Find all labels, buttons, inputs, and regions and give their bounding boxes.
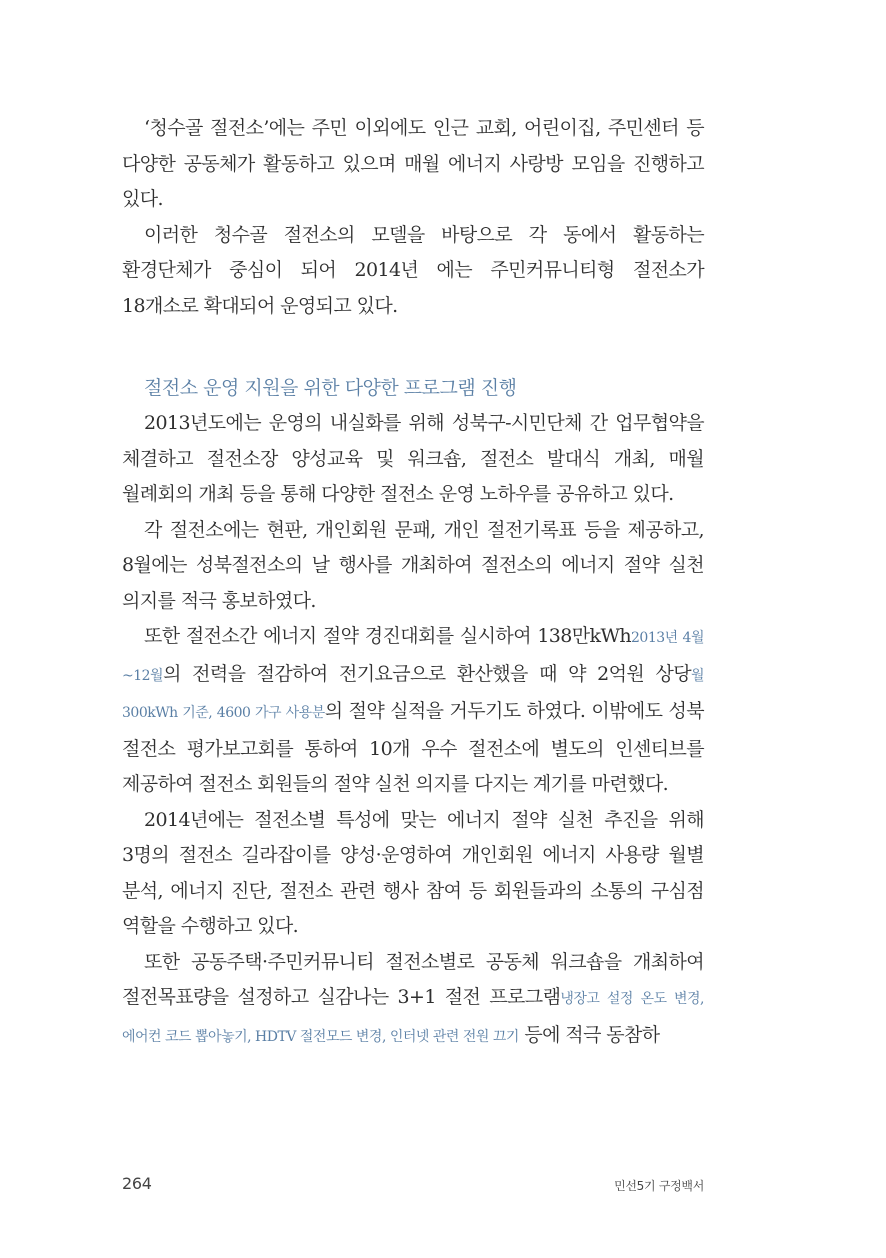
paragraph-2014-guides: 2014년에는 절전소별 특성에 맞는 에너지 절약 실천 추진을 위해 3명의 절전소 길라잡이를 양성·운영하여 개인회원 에너지 사용량 월별 분석, 에너지 진단, 절전소 관련 행사 참여 등 회원들과의 소통의 구심점 역할을 수행하고 있다. — [122, 808, 704, 937]
workshop-text-a: 또한 공동주택·주민커뮤니티 절전소별로 공동체 워크숍을 개최하여 절전목표량을 설정하고 실감나는 3+1 절전 프로그램 — [122, 950, 704, 1008]
paragraph-workshop — [122, 945, 704, 1056]
section-heading: 절전소 운영 지원을 위한 다양한 프로그램 진행 — [144, 377, 517, 399]
section-text — [122, 406, 704, 1055]
book-title: 민선5기 구정백서 — [614, 1179, 704, 1193]
basis-note: 월 300kWh 기준, 4600 가구 사용분 — [122, 667, 704, 721]
paragraph-expansion: 이러한 청수골 절전소의 모델을 바탕으로 각 동에서 활동하는 환경단체가 중심이 되어 2014년 에는 주민커뮤니티형 절전소가 18개소로 확대되어 운영되고 있다. — [122, 223, 704, 317]
contest-text-a: 또한 절전소간 에너지 절약 경진대회를 실시하여 138만kWh — [144, 625, 632, 647]
workshop-text-b: 등에 적극 동참하 — [518, 1023, 660, 1046]
paragraph-signboard: 각 절전소에는 현판, 개인회원 문패, 개인 절전기록표 등을 제공하고, 8월에는 성북절전소의 날 행사를 개최하여 절전소의 에너지 절약 실천 의지를 적극 홍보하였다. — [122, 518, 704, 612]
intro-text — [122, 111, 704, 324]
page-number: 264 — [122, 1174, 152, 1193]
contest-text-b: 의 전력을 절감하여 전기요금으로 환산했을 때 약 2억원 상당 — [163, 662, 691, 685]
contest-text-c: 의 절약 실적을 거두기도 하였다. 이밖에도 성북 절전소 평가보고회를 통하여 10개 우수 절전소에 별도의 인센티브를 제공하여 절전소 회원들의 절약 실천 의지를 다지는 계기를 마련했다. — [122, 700, 704, 795]
paragraph-2013-agreement: 2013년도에는 운영의 내실화를 위해 성북구-시민단체 간 업무협약을 체결하고 절전소장 양성교육 및 워크숍, 절전소 발대식 개최, 매월 월례회의 개최 등을 통해 다양한 절전소 운영 노하우를 공유하고 있다. — [122, 412, 704, 505]
paragraph-cheongsugol: ‘청수골 절전소’에는 주민 이외에도 인근 교회, 어린이집, 주민센터 등 다양한 공동체가 활동하고 있으며 매월 에너지 사랑방 모임을 진행하고 있다. — [122, 117, 704, 210]
period-note: 2013년 4월~12월 — [122, 630, 704, 684]
program-note: 냉장고 설정 온도 변경, 에어컨 코드 뽑아놓기, HDTV 절전모드 변경, 인터넷 관련 전원 끄기 — [122, 991, 704, 1045]
paragraph-contest — [122, 619, 704, 803]
